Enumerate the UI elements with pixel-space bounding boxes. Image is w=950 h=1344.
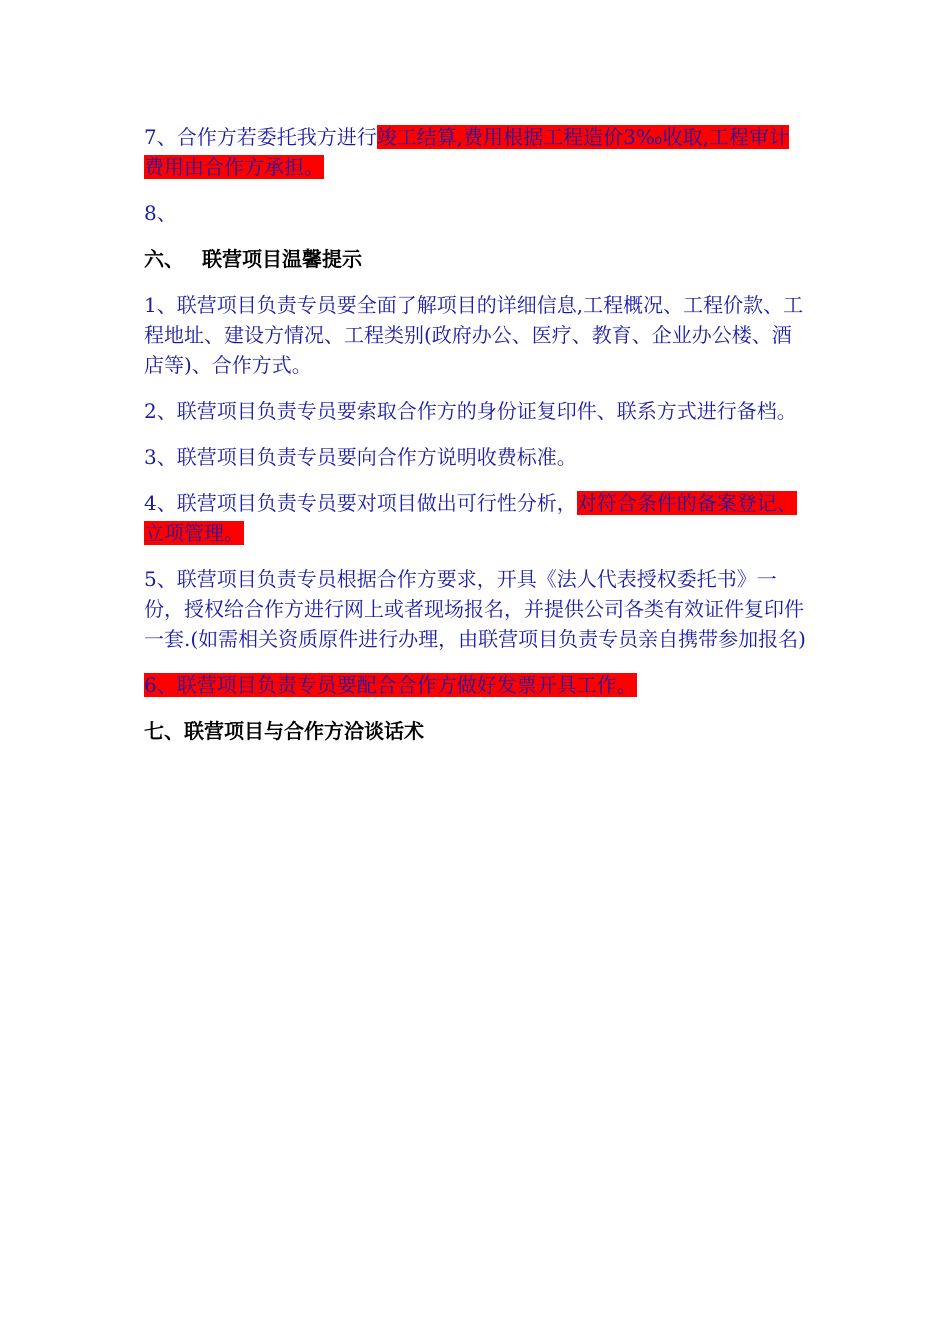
section-heading-6 (144, 244, 808, 274)
section-6-title: 联营项目温馨提示 (202, 247, 362, 271)
section-heading-7 (144, 716, 808, 746)
section-7-title: 七、联营项目与合作方洽谈话术 (144, 719, 424, 743)
paragraph-item-8 (144, 198, 808, 228)
tip-4-highlight: 对符合条件的备案登记、立项管理。 (144, 491, 797, 545)
tip-3-text: 3、联营项目负责专员要向合作方说明收费标准。 (144, 445, 577, 469)
paragraph-tip-1 (144, 290, 808, 380)
paragraph-item-7 (144, 122, 808, 182)
item-7-highlight: 竣工结算,费用根据工程造价3‰收取,工程审计费用由合作方承担。 (144, 125, 790, 179)
section-6-number: 六、 (144, 247, 184, 271)
paragraph-tip-2 (144, 396, 808, 426)
item-8-text: 8、 (144, 201, 177, 225)
tip-4-text: 4、联营项目负责专员要对项目做出可行性分析， (144, 491, 577, 515)
paragraph-tip-5 (144, 564, 808, 654)
tip-5-text: 5、联营项目负责专员根据合作方要求，开具《法人代表授权委托书》一份，授权给合作方进行网上或者现场报名，并提供公司各类有效证件复印件一套.(如需相关资质原件进行办理，由联营项目负责专员亲自携带参加报名) (144, 567, 806, 651)
paragraph-tip-4 (144, 488, 808, 548)
item-7-text: 7、合作方若委托我方进行 (144, 125, 377, 149)
paragraph-tip-6 (144, 670, 808, 700)
tip-6-highlight: 6、联营项目负责专员要配合合作方做好发票开具工作。 (144, 673, 637, 697)
document-body (144, 122, 808, 762)
tip-1-text: 1、联营项目负责专员要全面了解项目的详细信息,工程概况、工程价款、工程地址、建设方情况、工程类别(政府办公、医疗、教育、企业办公楼、酒店等)、合作方式。 (144, 293, 804, 377)
paragraph-tip-3 (144, 442, 808, 472)
tip-2-text: 2、联营项目负责专员要索取合作方的身份证复印件、联系方式进行备档。 (144, 399, 797, 423)
